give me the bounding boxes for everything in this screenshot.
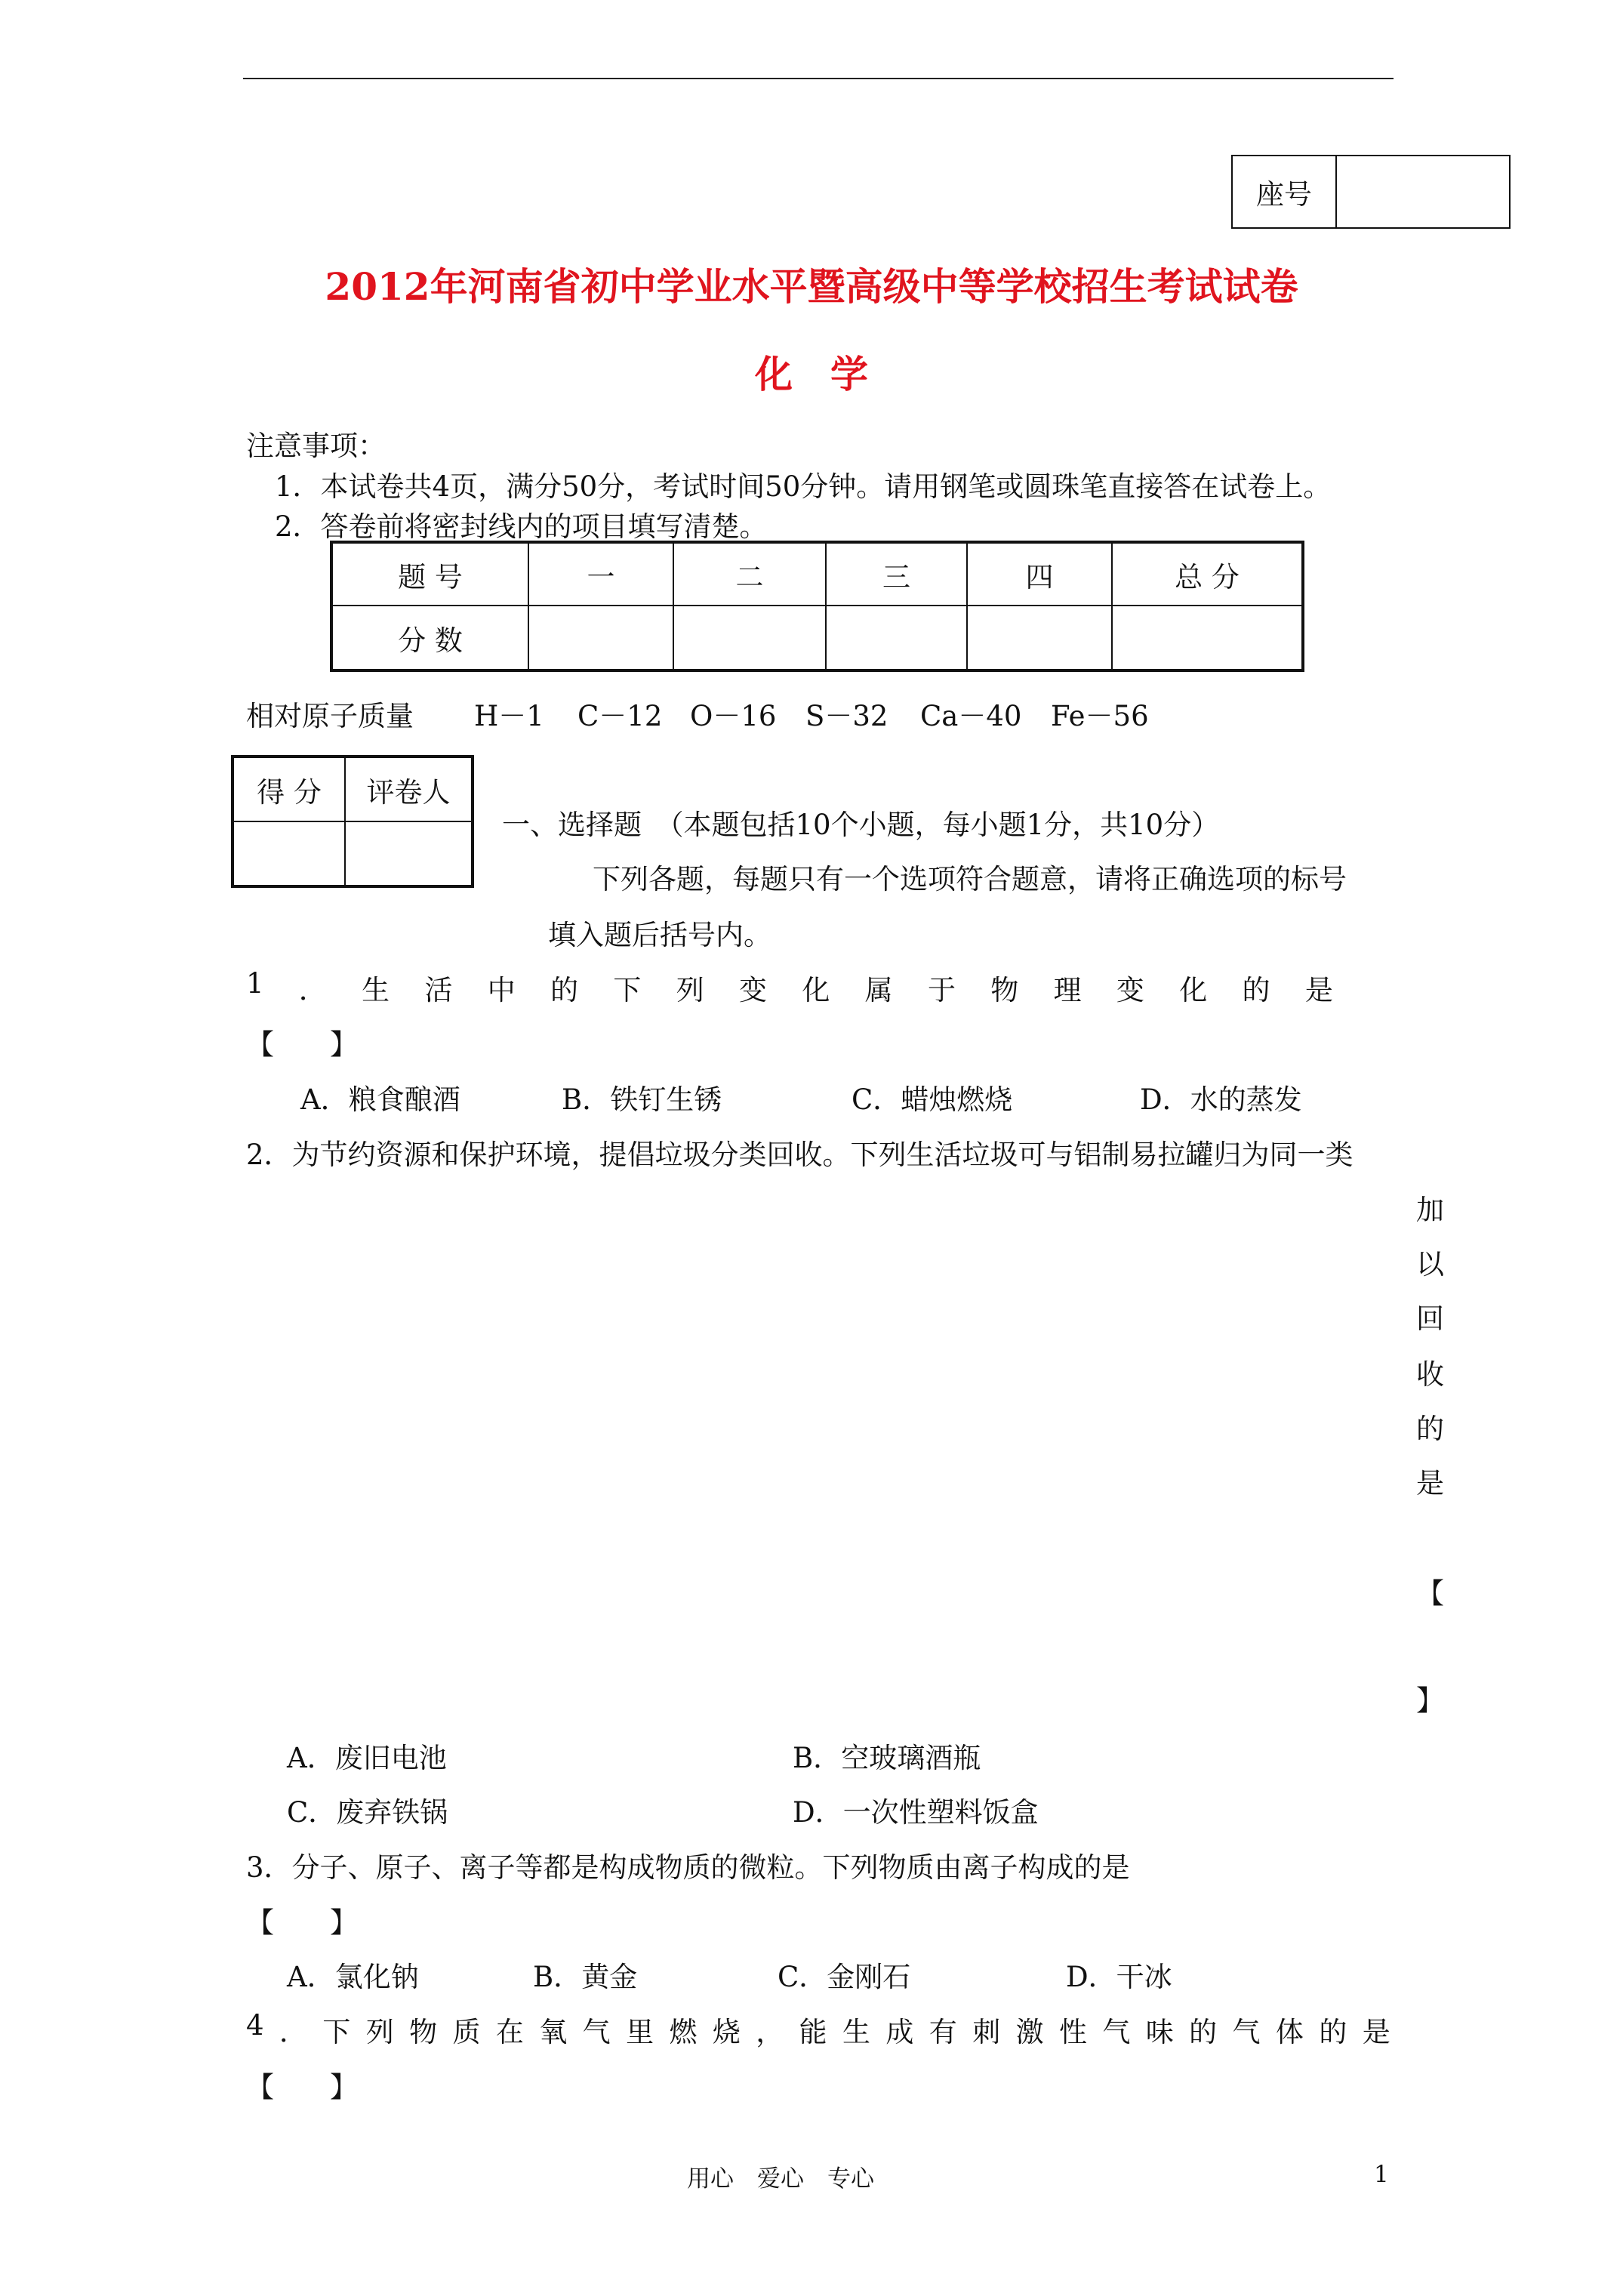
atomic-mass-ca: Ca－40	[920, 700, 1022, 732]
q2-option-c: C．废弃铁锅	[287, 1796, 448, 1829]
q3-stem: 3．分子、原子、离子等都是构成物质的微粒。下列物质由离子构成的是	[246, 1851, 1130, 1884]
section1-instruction-2: 填入题后括号内。	[548, 919, 771, 951]
q2-option-a: A．废旧电池	[287, 1742, 447, 1774]
atomic-mass-o: O－16	[690, 700, 777, 732]
q1-option-c: C．蜡烛燃烧	[852, 1083, 1013, 1116]
score-table-header-4: 四	[967, 542, 1112, 606]
seat-label: 座号	[1232, 156, 1336, 228]
subject-title: 化 学	[755, 352, 868, 396]
score-cell-total[interactable]	[1112, 606, 1303, 670]
q3-answer-bracket[interactable]: 【 】	[246, 1906, 358, 1939]
note-item-2: 2．答卷前将密封线内的项目填写清楚。	[275, 510, 768, 543]
q2-bracket-close[interactable]: 】	[1416, 1684, 1444, 1717]
atomic-mass-c: C－12	[577, 700, 663, 732]
score-table-header-total: 总 分	[1112, 542, 1303, 606]
q1-stem: 1 ． 生 活 中 的 下 列 变 化 属 于 物 理 变 化 的 是	[246, 967, 1333, 1006]
atomic-mass-h: H－1	[474, 700, 544, 732]
grader-name-field[interactable]	[345, 821, 473, 886]
section1-heading: 一、选择题 （本题包括10个小题，每小题1分，共10分）	[502, 809, 1220, 841]
q2-option-b: B．空玻璃酒瓶	[793, 1742, 981, 1774]
score-table	[330, 541, 1304, 672]
q2-option-d: D．一次性塑料饭盒	[793, 1796, 1039, 1829]
q1-option-d: D．水的蒸发	[1140, 1083, 1302, 1116]
notes-heading: 注意事项：	[246, 430, 386, 462]
q3-option-a: A．氯化钠	[287, 1961, 419, 1993]
q2-vertical-char-1: 加	[1416, 1194, 1444, 1226]
score-table-header-label: 题 号	[331, 542, 528, 606]
atomic-mass-s: S－32	[805, 700, 888, 732]
q3-option-c: C．金刚石	[778, 1961, 911, 1993]
grader-name-label: 评卷人	[345, 757, 473, 821]
exam-title: 2012年河南省初中学业水平暨高级中等学校招生考试试卷	[325, 264, 1298, 309]
q1-option-b: B．铁钉生锈	[562, 1083, 722, 1116]
q2-vertical-char-5: 的	[1416, 1413, 1444, 1445]
score-table-header-1: 一	[528, 542, 673, 606]
seat-number-box	[1231, 155, 1511, 229]
q2-stem: 2．为节约资源和保护环境，提倡垃圾分类回收。下列生活垃圾可与铝制易拉罐归为同一类	[246, 1139, 1354, 1171]
q2-bracket-open[interactable]: 【	[1416, 1577, 1444, 1610]
q2-vertical-char-4: 收	[1416, 1358, 1444, 1391]
score-table-header-3: 三	[826, 542, 967, 606]
page-number: 1	[1374, 2161, 1389, 2188]
q4-stem: 4 ． 下 列 物 质 在 氧 气 里 燃 烧 ， 能 生 成 有 刺 激 性 气 味 的 气 体 的 是	[246, 2009, 1390, 2048]
q3-option-d: D．干冰	[1066, 1961, 1172, 1993]
q3-option-b: B．黄金	[533, 1961, 638, 1993]
q4-answer-bracket[interactable]: 【 】	[246, 2071, 358, 2103]
q2-vertical-char-6: 是	[1416, 1467, 1444, 1499]
note-item-1: 1．本试卷共4页，满分50分，考试时间50分钟。请用钢笔或圆珠笔直接答在试卷上。	[275, 470, 1332, 503]
grader-box	[231, 755, 474, 888]
atomic-mass-fe: Fe－56	[1051, 700, 1149, 732]
q1-answer-bracket[interactable]: 【 】	[246, 1028, 358, 1061]
atomic-mass-label: 相对原子质量	[246, 700, 414, 732]
score-table-header-2: 二	[673, 542, 826, 606]
seat-number-field[interactable]	[1336, 156, 1510, 228]
grader-score-field[interactable]	[233, 821, 345, 886]
score-cell-3[interactable]	[826, 606, 967, 670]
q2-vertical-char-3: 回	[1416, 1302, 1444, 1335]
score-cell-4[interactable]	[967, 606, 1112, 670]
score-cell-2[interactable]	[673, 606, 826, 670]
header-rule	[243, 78, 1394, 79]
score-table-row-label: 分 数	[331, 606, 528, 670]
section1-instruction-1: 下列各题，每题只有一个选项符合题意，请将正确选项的标号	[593, 863, 1347, 895]
footer-motto: 用心 爱心 专心	[687, 2165, 874, 2193]
grader-score-label: 得 分	[233, 757, 345, 821]
q1-option-a: A．粮食酿酒	[300, 1083, 460, 1116]
q2-vertical-char-2: 以	[1416, 1248, 1444, 1281]
score-cell-1[interactable]	[528, 606, 673, 670]
